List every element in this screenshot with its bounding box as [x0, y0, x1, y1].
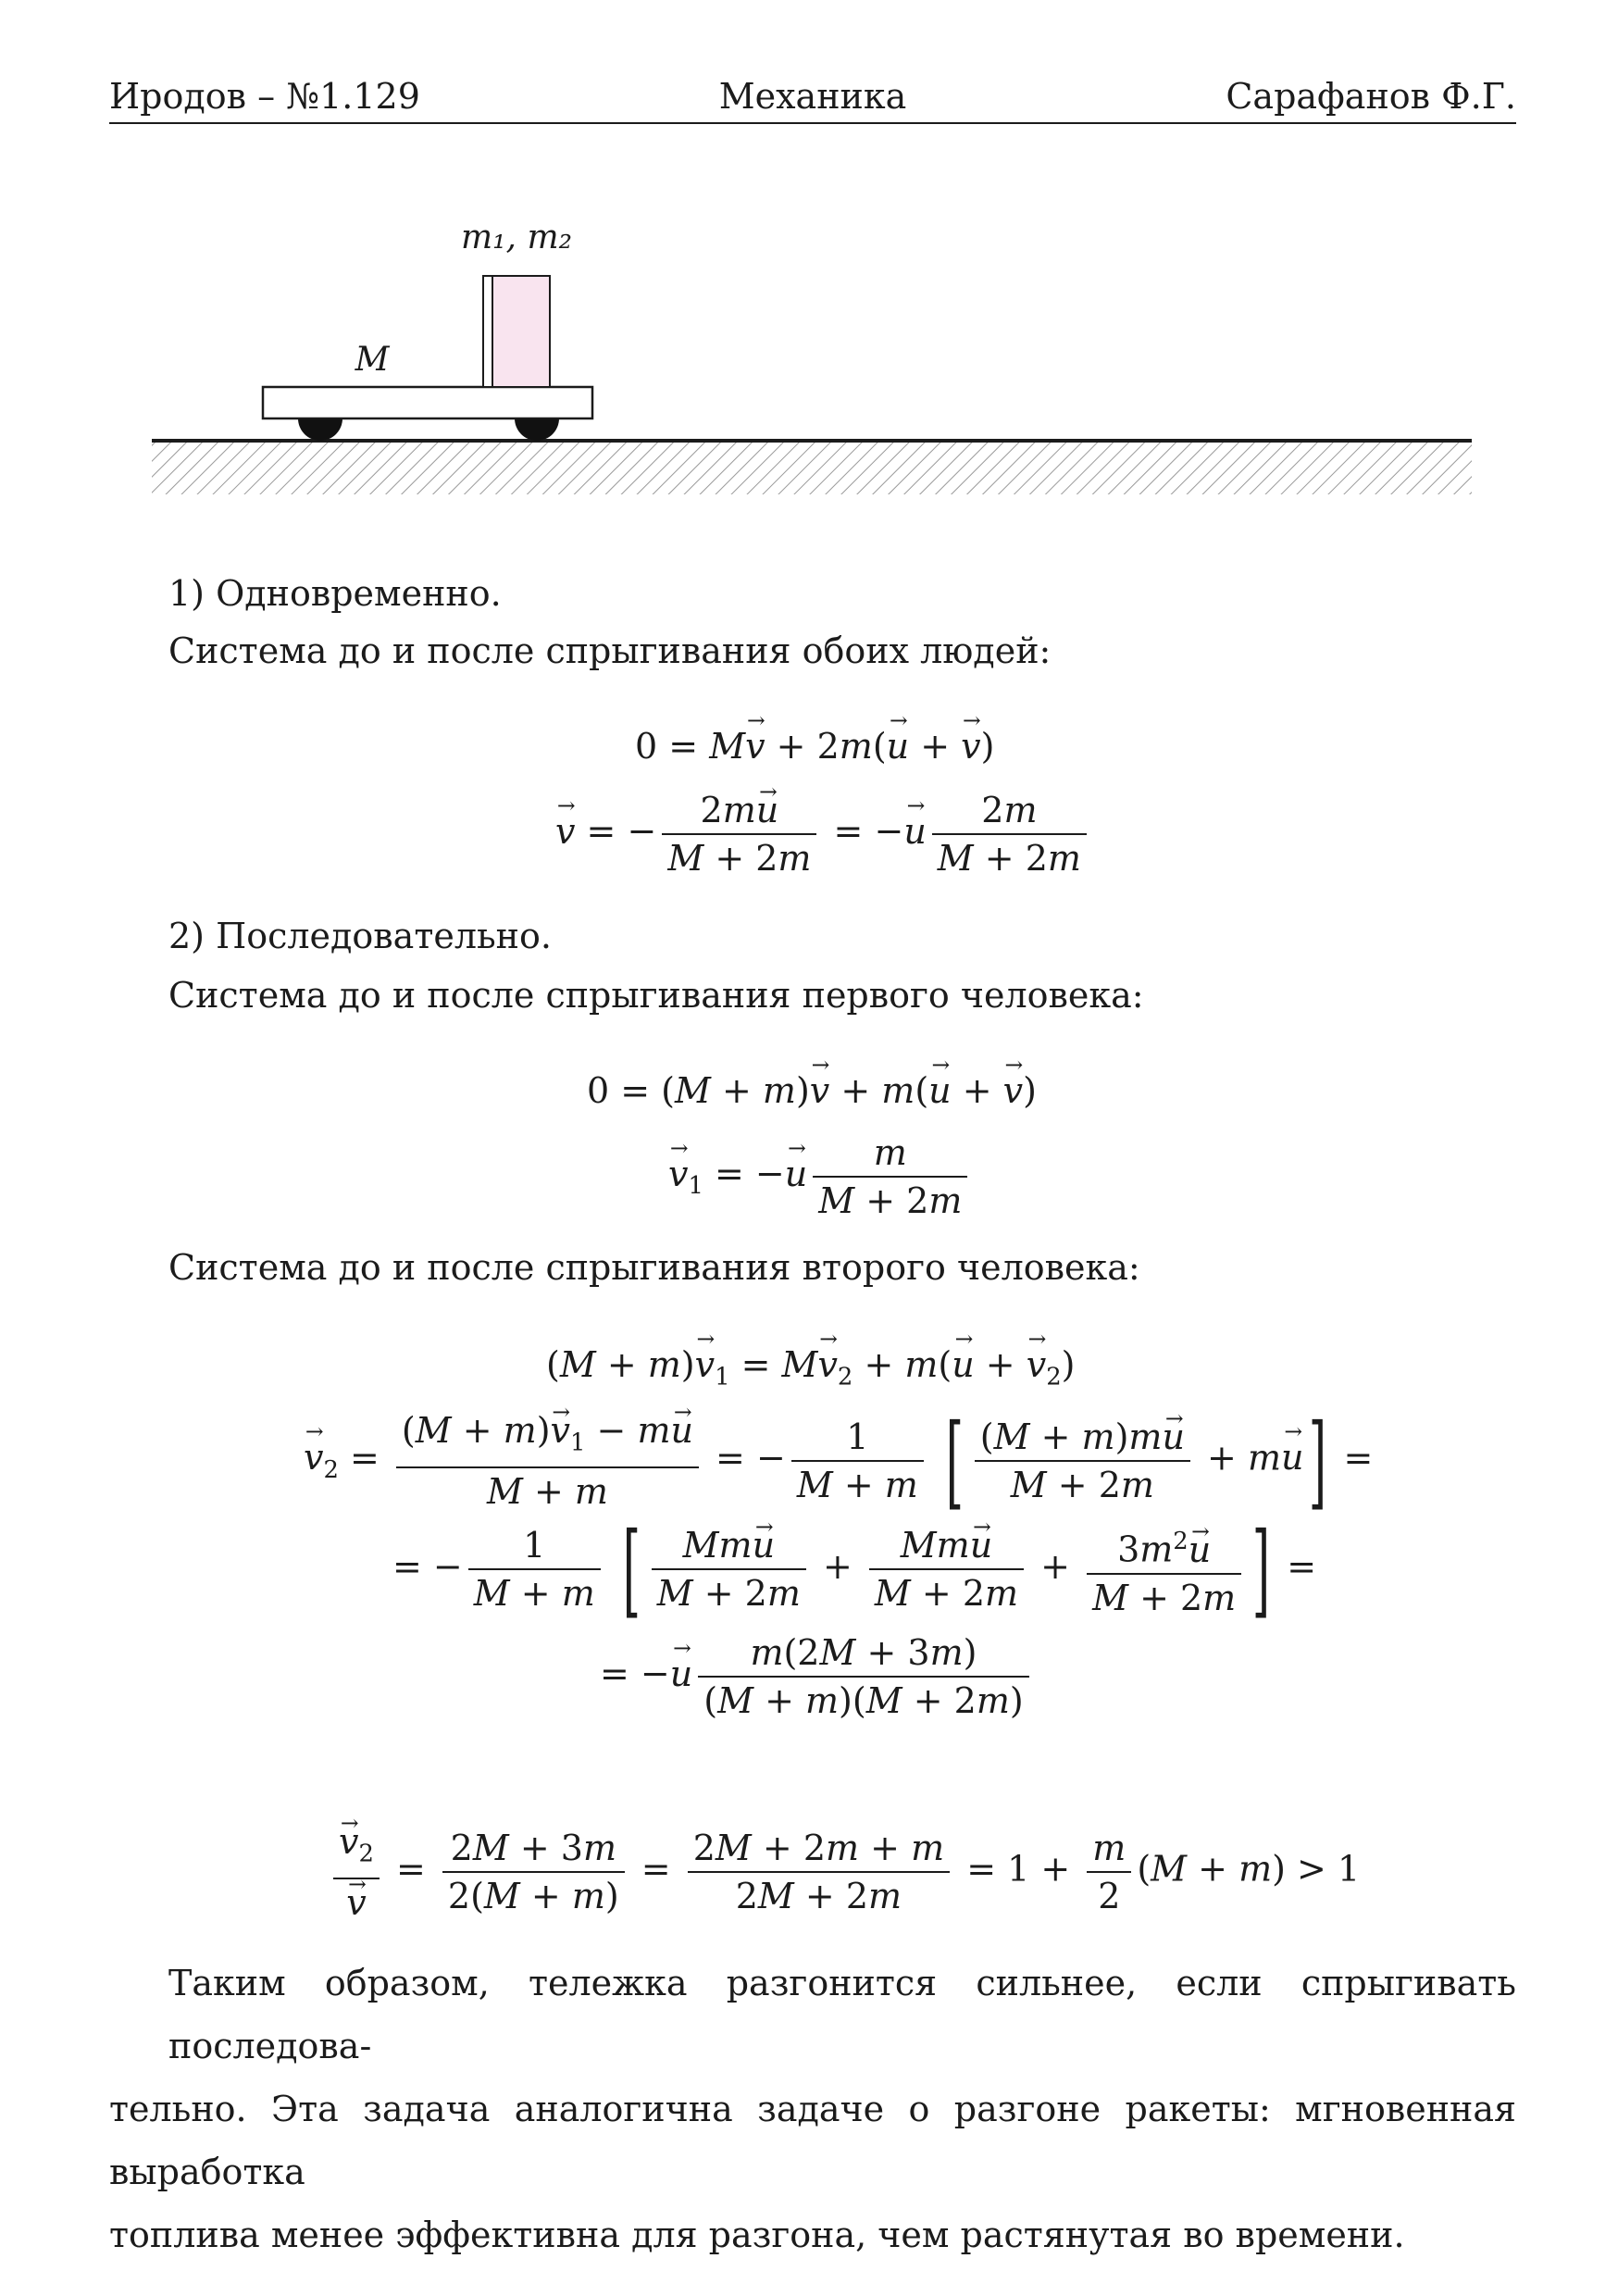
- ground-hatching: [152, 441, 1472, 494]
- masses-label: m₁, m₂: [460, 218, 573, 256]
- header-problem-number: Иродов – №1.129: [109, 76, 420, 117]
- equation-ratio: → $v_2$ → v = $\frac{2M + 3m}{2(M + m)}$ = $\frac{2M + 2m + m}{2M + 2m}$ = 1 + $\frac{m}{2}$ (M + m) > 1: [328, 1818, 1360, 1926]
- equation-3d: = −→ u $\frac{m(2M + 3m)}{(M + m)(M + 2m)}$: [600, 1629, 1035, 1724]
- cart-wheel-right: [515, 418, 559, 441]
- header-subject: Механика: [718, 76, 907, 117]
- cart-wheel-left: [298, 418, 342, 441]
- people-block: [492, 276, 550, 387]
- equation-2b: → $v_1$ = −→ u $\frac{m}{M + 2m}$: [668, 1129, 973, 1224]
- equation-2a: 0 = (M + m)→ v + m(→ u + → v): [587, 1070, 1037, 1111]
- equation-3b: → $v_2$ = $\frac{(M + m)\to v_1 - m\to u}{M + m}$ = − $\frac{1}{M + m}$ [ $\frac{(M + m)m\to u}{M + 2m}$ + m→ u] =: [304, 1407, 1373, 1515]
- equation-3c: = − $\frac{1}{M + m}$ [ $\frac{Mm\to u}{M + 2m}$ + $\frac{Mm\to u}{M + 2m}$ + $\frac{3m^2\to u}{M + 2m}$ ] =: [392, 1518, 1316, 1621]
- conclusion-line: тельно. Эта задача аналогична задаче о разгоне ракеты: мгновенная выработка: [109, 2089, 1516, 2192]
- header-author: Сарафанов Ф.Г.: [1226, 76, 1516, 117]
- people-block-front: [483, 276, 492, 387]
- cart-mass-label: M: [355, 341, 390, 379]
- equation-3a: $(M + m)\to v_1 = M\to v_2 + m(\to u$ + → $v_2$): [546, 1344, 1075, 1391]
- cart-platform: [263, 387, 592, 418]
- cart-diagram: [148, 213, 1481, 509]
- section-2-text-1: Система до и после спрыгивания первого человека:: [168, 975, 1144, 1016]
- conclusion-line: топлива менее эффективна для разгона, чем растянутая во времени.: [109, 2215, 1405, 2255]
- section-1-text: Система до и после спрыгивания обоих людей:: [168, 630, 1052, 671]
- conclusion-paragraph: [109, 1952, 1516, 2266]
- equation-1a: 0 = M→ v + 2m(→ u + → v): [635, 726, 994, 767]
- section-2-title: 2) Последовательно.: [168, 916, 552, 956]
- page-header: [109, 76, 1516, 124]
- section-1-title: 1) Одновременно.: [168, 573, 502, 614]
- section-2-text-2: Система до и после спрыгивания второго человека:: [168, 1247, 1140, 1288]
- conclusion-line: Таким образом, тележка разгонится сильнее, если спрыгивать последова-: [168, 1963, 1516, 2066]
- equation-1b: → v = − $\frac{2m\to u}{M + 2m}$ = −→ u $\frac{2m}{M + 2m}$: [555, 787, 1092, 881]
